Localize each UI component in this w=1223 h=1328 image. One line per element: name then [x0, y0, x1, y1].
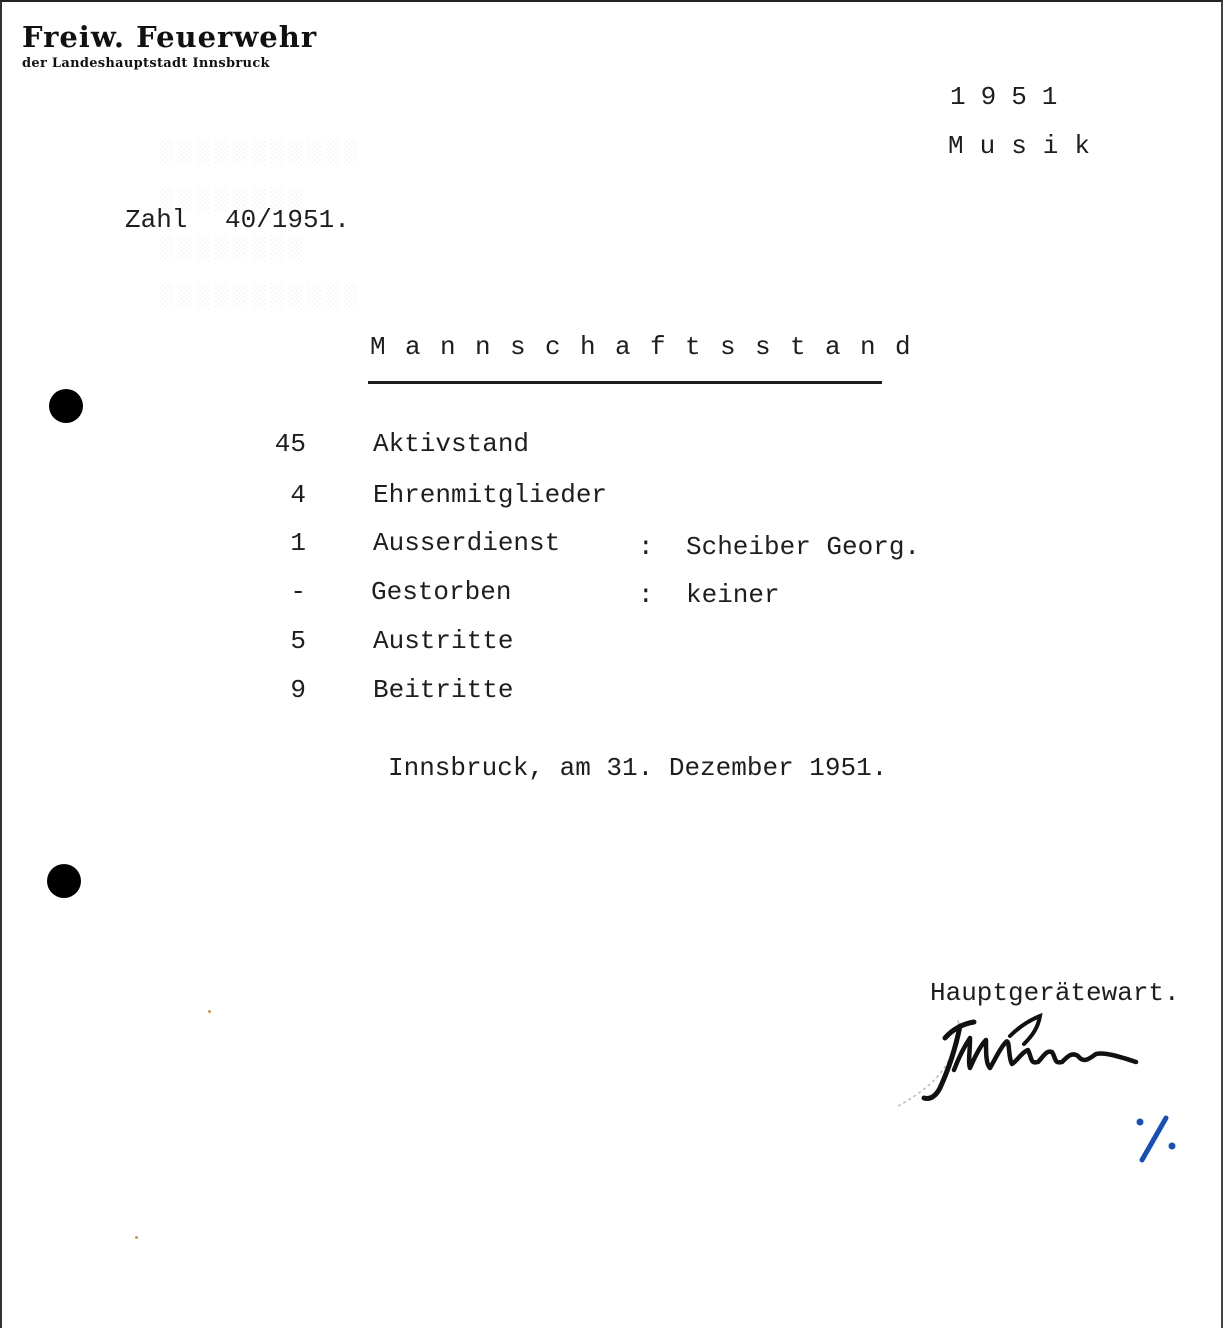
row-count: -	[290, 577, 306, 607]
row-count: 4	[290, 480, 306, 510]
row-colon: :	[638, 532, 654, 562]
row-label: Gestorben	[371, 577, 512, 607]
row-detail: keiner	[686, 580, 780, 610]
row-count: 9	[290, 675, 306, 705]
reference-label: Zahl	[125, 205, 188, 235]
letterhead-line1: Freiw. Feuerwehr	[22, 20, 318, 54]
document-section: Musik	[948, 131, 1107, 161]
row-count: 5	[290, 626, 306, 656]
row-detail: Scheiber Georg.	[686, 532, 921, 562]
document-year: 1951	[950, 82, 1073, 112]
document-title: Mannschaftsstand	[370, 332, 931, 362]
row-label: Ehrenmitglieder	[373, 480, 608, 510]
letterhead-line2: der Landeshauptstadt Innsbruck	[22, 56, 270, 71]
punch-hole-top	[49, 389, 83, 423]
row-label: Ausserdienst	[373, 528, 561, 558]
row-count: 1	[290, 528, 306, 558]
reference-number: 40/1951.	[225, 205, 350, 235]
place-date: Innsbruck, am 31. Dezember 1951.	[388, 753, 888, 783]
paper-speck	[208, 1010, 211, 1013]
row-count: 45	[274, 429, 306, 459]
row-label: Austritte	[373, 626, 514, 656]
row-colon: :	[638, 580, 654, 610]
punch-hole-bottom	[47, 864, 81, 898]
handwritten-signature	[890, 1008, 1150, 1118]
row-label: Beitritte	[373, 675, 514, 705]
blue-pencil-mark	[1130, 1112, 1182, 1168]
paper-speck	[135, 1236, 138, 1239]
row-label: Aktivstand	[373, 429, 530, 459]
title-underline	[368, 381, 882, 384]
signatory-role: Hauptgerätewart.	[930, 978, 1180, 1008]
letterhead-stamp	[22, 20, 317, 71]
show-through-texture: ░░░░░░░░░░░ ░░░░░░░░ ░░░░░░░░ ░░░░░░░░░░░	[160, 140, 363, 311]
